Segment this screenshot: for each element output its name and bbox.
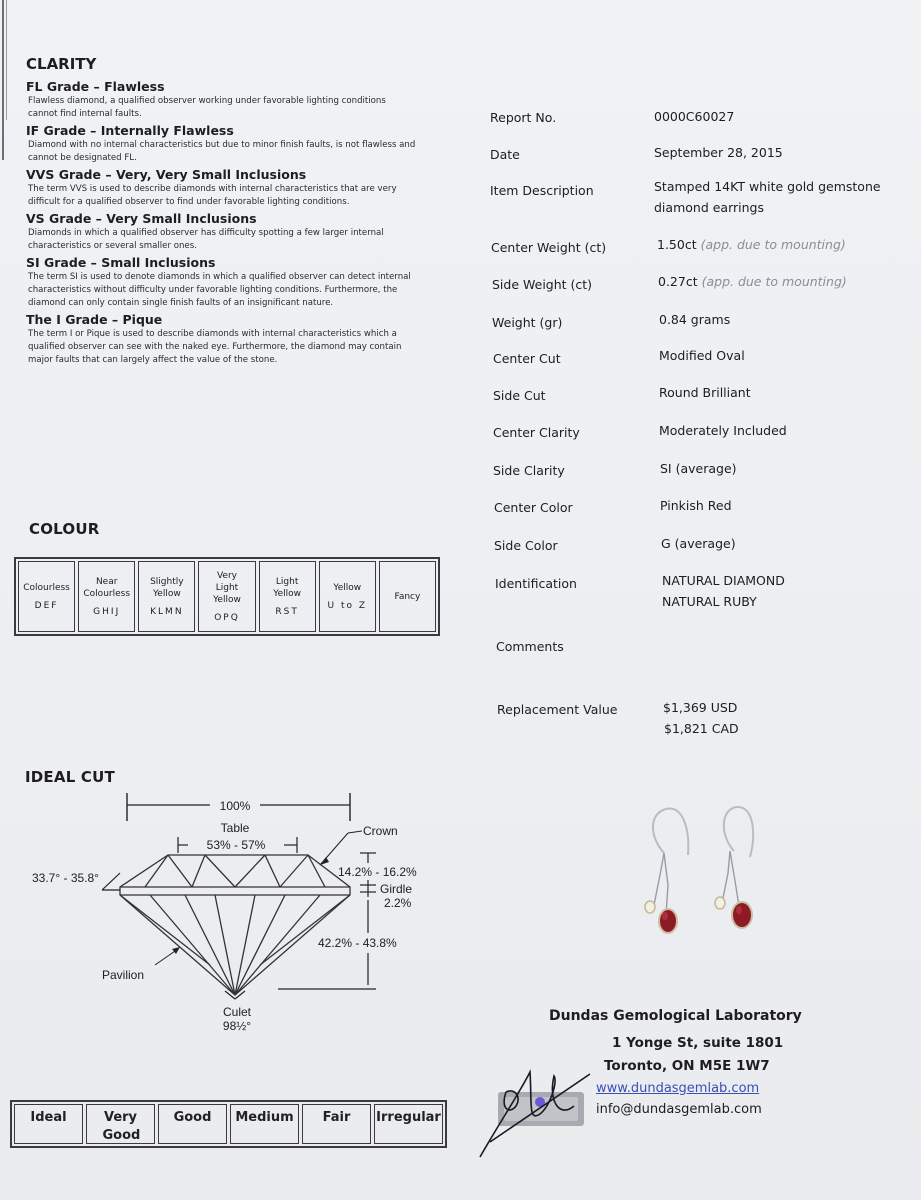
colour-cell (138, 561, 195, 632)
colour-cell (379, 561, 436, 632)
colour-grade: OPQ (214, 612, 240, 623)
table-label: Table (220, 821, 250, 835)
girdle-label: Girdle (380, 882, 413, 896)
grade-vs (26, 211, 446, 253)
report-label: Date (490, 147, 520, 162)
report-value: 0.27ct (658, 274, 698, 289)
colour-cell (259, 561, 316, 632)
grade-fl (26, 79, 446, 121)
lab-name: Dundas Gemological Laboratory (549, 1008, 802, 1024)
grade-description: The term SI is used to denote diamonds in which a qualified observer can detect internal characteristics without difficulty under favorable lighting conditions. Furthermore, the diamond can only contain single finish faults of an insignificant nature. (28, 272, 411, 308)
grade-description: Diamonds in which a qualified observer has difficulty spotting a few larger internal characteristics or several smaller ones. (28, 228, 384, 251)
cut-grade-cell (86, 1104, 155, 1144)
report-value: $1,369 USD (663, 700, 738, 715)
ideal-cut-diagram (20, 785, 450, 1045)
report-label: Center Cut (493, 351, 561, 366)
grade-description: Diamond with no internal characteristics but due to minor finish faults, is not flawless and cannot be designated FL. (28, 140, 416, 163)
cut-grade-cell (158, 1104, 227, 1144)
grade-title: IF Grade – Internally Flawless (26, 123, 234, 138)
culet-value: 98½° (222, 1019, 252, 1033)
colour-name: Near Colourless (83, 576, 131, 599)
grade-vvs (26, 167, 446, 209)
lab-website-link[interactable]: www.dundasgemlab.com (596, 1081, 760, 1096)
report-value: 0000C60027 (654, 109, 735, 124)
colour-name: Colourless (23, 582, 70, 593)
report-value: September 28, 2015 (654, 145, 783, 160)
colour-grade: DEF (34, 600, 59, 611)
report-value-row (658, 271, 847, 292)
colour-cell (18, 561, 75, 632)
report-value: Pinkish Red (660, 498, 732, 513)
colour-cell (198, 561, 255, 632)
pavilion-label: Pavilion (102, 968, 145, 982)
colour-cell (319, 561, 376, 632)
report-label: Center Clarity (493, 425, 580, 440)
report-value: 1.50ct (657, 237, 697, 252)
grade-title: The I Grade – Pique (26, 312, 163, 327)
lab-address-line: Toronto, ON M5E 1W7 (604, 1058, 770, 1074)
report-note: (app. due to mounting) (700, 237, 846, 252)
report-value: NATURAL DIAMOND (662, 573, 785, 588)
grade-i (26, 312, 446, 367)
colour-name: Slightly Yellow (150, 576, 184, 599)
report-value: $1,821 CAD (664, 721, 739, 736)
colour-name: Light Yellow (273, 576, 301, 599)
clarity-title: CLARITY (26, 55, 97, 73)
signature-with-hologram (470, 1062, 600, 1162)
grade-description: The term I or Pique is used to describe diamonds with internal characteristics which a qualified observer can see with the naked eye. Furthermore, the diamond may contain major faults that can largely affect the value of the stone. (28, 329, 402, 365)
page-edge (2, 0, 4, 160)
report-label: Side Clarity (493, 463, 565, 478)
culet-label: Culet (222, 1005, 252, 1019)
colour-name: Yellow (333, 582, 362, 593)
grade-title: VS Grade – Very Small Inclusions (26, 211, 257, 226)
cut-grade-cell (302, 1104, 371, 1144)
cut-grade-label: Good (173, 1110, 212, 1125)
ideal-cut-title: IDEAL CUT (25, 768, 115, 786)
cut-grade-cell (230, 1104, 299, 1144)
grade-title: VVS Grade – Very, Very Small Inclusions (26, 167, 307, 182)
report-value: 0.84 grams (659, 312, 731, 327)
grade-description: Flawless diamond, a qualified observer working under favorable lighting conditions cannot find internal faults. (28, 96, 386, 119)
clarity-section (26, 55, 446, 367)
crown-angle: 33.7° - 35.8° (32, 871, 99, 885)
total-width-label: 100% (219, 799, 251, 813)
crown-label: Crown (363, 824, 398, 838)
colour-name: Very Light Yellow (213, 570, 241, 605)
cut-grade-table (10, 1100, 447, 1148)
report-label: Identification (495, 576, 577, 591)
report-value: Round Brilliant (659, 385, 751, 400)
report-note: (app. due to mounting) (701, 274, 847, 289)
report-value-row (657, 234, 846, 255)
report-label: Item Description (490, 183, 594, 198)
crown-height: 14.2% - 16.2% (338, 865, 417, 879)
report-label: Report No. (490, 110, 557, 125)
report-value: G (average) (661, 536, 736, 551)
cut-grade-cell (374, 1104, 443, 1144)
lab-email: info@dundasgemlab.com (596, 1102, 762, 1117)
lab-address-line: 1 Yonge St, suite 1801 (612, 1035, 784, 1051)
cut-grade-label: Medium (235, 1110, 294, 1125)
colour-grade: U to Z (327, 600, 368, 611)
grade-if (26, 123, 446, 165)
report-value: NATURAL RUBY (662, 594, 757, 609)
report-label: Side Color (494, 538, 558, 553)
cut-grade-label: Ideal (30, 1110, 67, 1125)
cut-grade-label: Very Good (102, 1110, 141, 1143)
colour-grade: GHIJ (93, 606, 121, 617)
colour-grade: KLMN (150, 606, 184, 617)
grade-title: FL Grade – Flawless (26, 79, 165, 94)
report-label: Center Color (494, 500, 573, 515)
earrings-image (630, 795, 770, 955)
report-label: Side Weight (ct) (492, 277, 593, 292)
report-label: Comments (496, 639, 564, 654)
grade-si (26, 255, 446, 310)
colour-title: COLOUR (29, 520, 100, 538)
report-value: Modified Oval (659, 348, 745, 363)
table-range: 53% - 57% (206, 838, 266, 852)
colour-cell (78, 561, 135, 632)
girdle-value: 2.2% (384, 896, 412, 910)
report-label: Side Cut (493, 388, 546, 403)
cut-grade-cell (14, 1104, 83, 1144)
grade-description: The term VVS is used to describe diamonds with internal characteristics that are very difficult for a qualified observer to find under favorable lighting conditions. (28, 184, 397, 207)
colour-grade: RST (275, 606, 299, 617)
report-label: Replacement Value (497, 702, 618, 717)
pavilion-depth: 42.2% - 43.8% (318, 936, 397, 950)
report-value: Moderately Included (659, 423, 787, 438)
grade-title: SI Grade – Small Inclusions (26, 255, 216, 270)
colour-scale-table (14, 557, 440, 636)
cut-grade-label: Fair (322, 1110, 351, 1125)
report-value: Stamped 14KT white gold gemstone diamond earrings (654, 179, 881, 215)
page-edge (6, 0, 7, 120)
report-value: SI (average) (660, 461, 737, 476)
cut-grade-label: Irregular (376, 1110, 441, 1125)
colour-name: Fancy (394, 591, 421, 602)
report-label: Center Weight (ct) (491, 240, 607, 255)
report-label: Weight (gr) (492, 315, 563, 330)
